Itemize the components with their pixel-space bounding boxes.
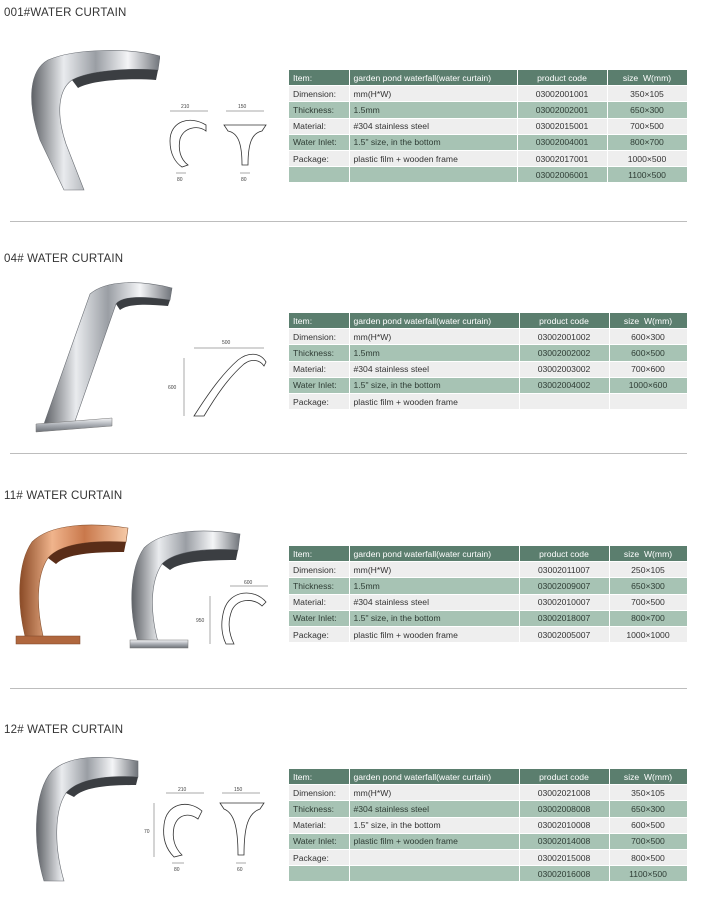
dim-label: 70 <box>144 829 150 835</box>
svg-text:150: 150 <box>238 104 247 110</box>
table-row: Material: #304 stainless steel 03002015001 700×500 <box>289 118 687 134</box>
spec-table: Item: garden pond waterfall(water curtain) product code size W(mm) Dimension: mm(H*W) 03002021008 350×105 Thickness: #304 stainless steel 03002008008 650×300 Material: 1.5" size, in the bottom 03002010008 600×500 Water Inlet: plastic film + wooden frame 03002014008 700×500 Package: 03002015008 800×500 03002016008 1100×500 <box>289 769 688 882</box>
dim-label: 600 <box>168 385 177 391</box>
spec-table: Item: garden pond waterfall(water curtain) product code size W(mm) Dimension: mm(H*W) 03002001002 600×300 Thickness: 1.5mm 03002002002 600×500 Material: #304 stainless steel 03002003002 700×600 Water Inlet: 1.5" size, in the bottom 03002004002 1000×600 Package: plastic film + wooden frame <box>289 313 688 410</box>
product-photo-copper <box>10 512 130 652</box>
table-row: Water Inlet: 1.5" size, in the bottom 03002018007 800×700 <box>289 610 687 626</box>
dim-label: 500 <box>222 340 231 346</box>
header-item: Item: <box>289 70 349 86</box>
spec-table: Item: garden pond waterfall(water curtain) product code size W(mm) Dimension: mm(H*W) 03002011007 250×105 Thickness: 1.5mm 03002009007 650×300 Material: #304 stainless steel 03002010007 700×500 Water Inlet: 1.5" size, in the bottom 03002018007 800×700 Package: plastic film + wooden frame 03002005007 1000×1000 <box>289 546 688 643</box>
table-row: Package: plastic film + wooden frame 03002017001 1000×500 <box>289 150 687 166</box>
dimension-drawing <box>160 103 280 183</box>
table-row: Dimension: mm(H*W) 03002001002 600×300 <box>289 329 687 345</box>
dimension-drawing <box>192 580 272 650</box>
section-001 <box>0 0 702 222</box>
header-code: product code <box>517 70 607 86</box>
dimension-drawing <box>164 334 274 424</box>
table-row: Thickness: 1.5mm 03002009007 650×300 <box>289 578 687 594</box>
table-row: Material: #304 stainless steel 03002003002 700×600 <box>289 361 687 377</box>
svg-text:60: 60 <box>237 867 243 873</box>
section-04 <box>0 222 702 454</box>
table-row: Package: 03002015008 800×500 <box>289 849 687 865</box>
table-row: Material: 1.5" size, in the bottom 03002010008 600×500 <box>289 817 687 833</box>
section-11 <box>0 454 702 689</box>
dim-label: 600 <box>244 580 253 586</box>
product-photo <box>20 40 160 200</box>
table-row: Dimension: mm(H*W) 03002021008 350×105 <box>289 785 687 801</box>
section-title: 001#WATER CURTAIN <box>4 7 127 19</box>
table-row: 03002006001 1100×500 <box>289 167 687 183</box>
table-row: Thickness: 1.5mm 03002002001 650×300 <box>289 102 687 118</box>
dim-label: 950 <box>196 618 205 624</box>
dim-label: 210 <box>181 104 190 110</box>
table-row: Package: plastic film + wooden frame <box>289 393 687 409</box>
section-title: 04# WATER CURTAIN <box>4 253 124 265</box>
table-row: Material: #304 stainless steel 03002010007 700×500 <box>289 594 687 610</box>
table-row: Dimension: mm(H*W) 03002001001 350×105 <box>289 86 687 102</box>
table-row: Thickness: 1.5mm 03002002002 600×500 <box>289 345 687 361</box>
dim-label: 210 <box>178 787 187 793</box>
svg-text:80: 80 <box>241 177 247 183</box>
table-row: Water Inlet: plastic film + wooden frame 03002014008 700×500 <box>289 833 687 849</box>
dimension-drawing <box>140 787 280 877</box>
section-title: 11# WATER CURTAIN <box>4 490 123 502</box>
svg-text:80: 80 <box>177 177 183 183</box>
table-row: Water Inlet: 1.5" size, in the bottom 03002004002 1000×600 <box>289 377 687 393</box>
product-photo <box>26 751 146 891</box>
spec-table <box>289 70 688 183</box>
svg-text:150: 150 <box>234 787 243 793</box>
section-title: 12# WATER CURTAIN <box>4 724 124 736</box>
table-row: Thickness: #304 stainless steel 03002008008 650×300 <box>289 801 687 817</box>
table-row: 03002016008 1100×500 <box>289 866 687 882</box>
svg-text:80: 80 <box>174 867 180 873</box>
header-product: garden pond waterfall(water curtain) <box>349 70 517 86</box>
header-size: size W(mm) <box>607 70 687 86</box>
product-photo <box>30 274 180 434</box>
table-row: Package: plastic film + wooden frame 03002005007 1000×1000 <box>289 626 687 642</box>
section-12 <box>0 689 702 911</box>
table-row: Water Inlet: 1.5" size, in the bottom 03002004001 800×700 <box>289 134 687 150</box>
table-row: Dimension: mm(H*W) 03002011007 250×105 <box>289 562 687 578</box>
